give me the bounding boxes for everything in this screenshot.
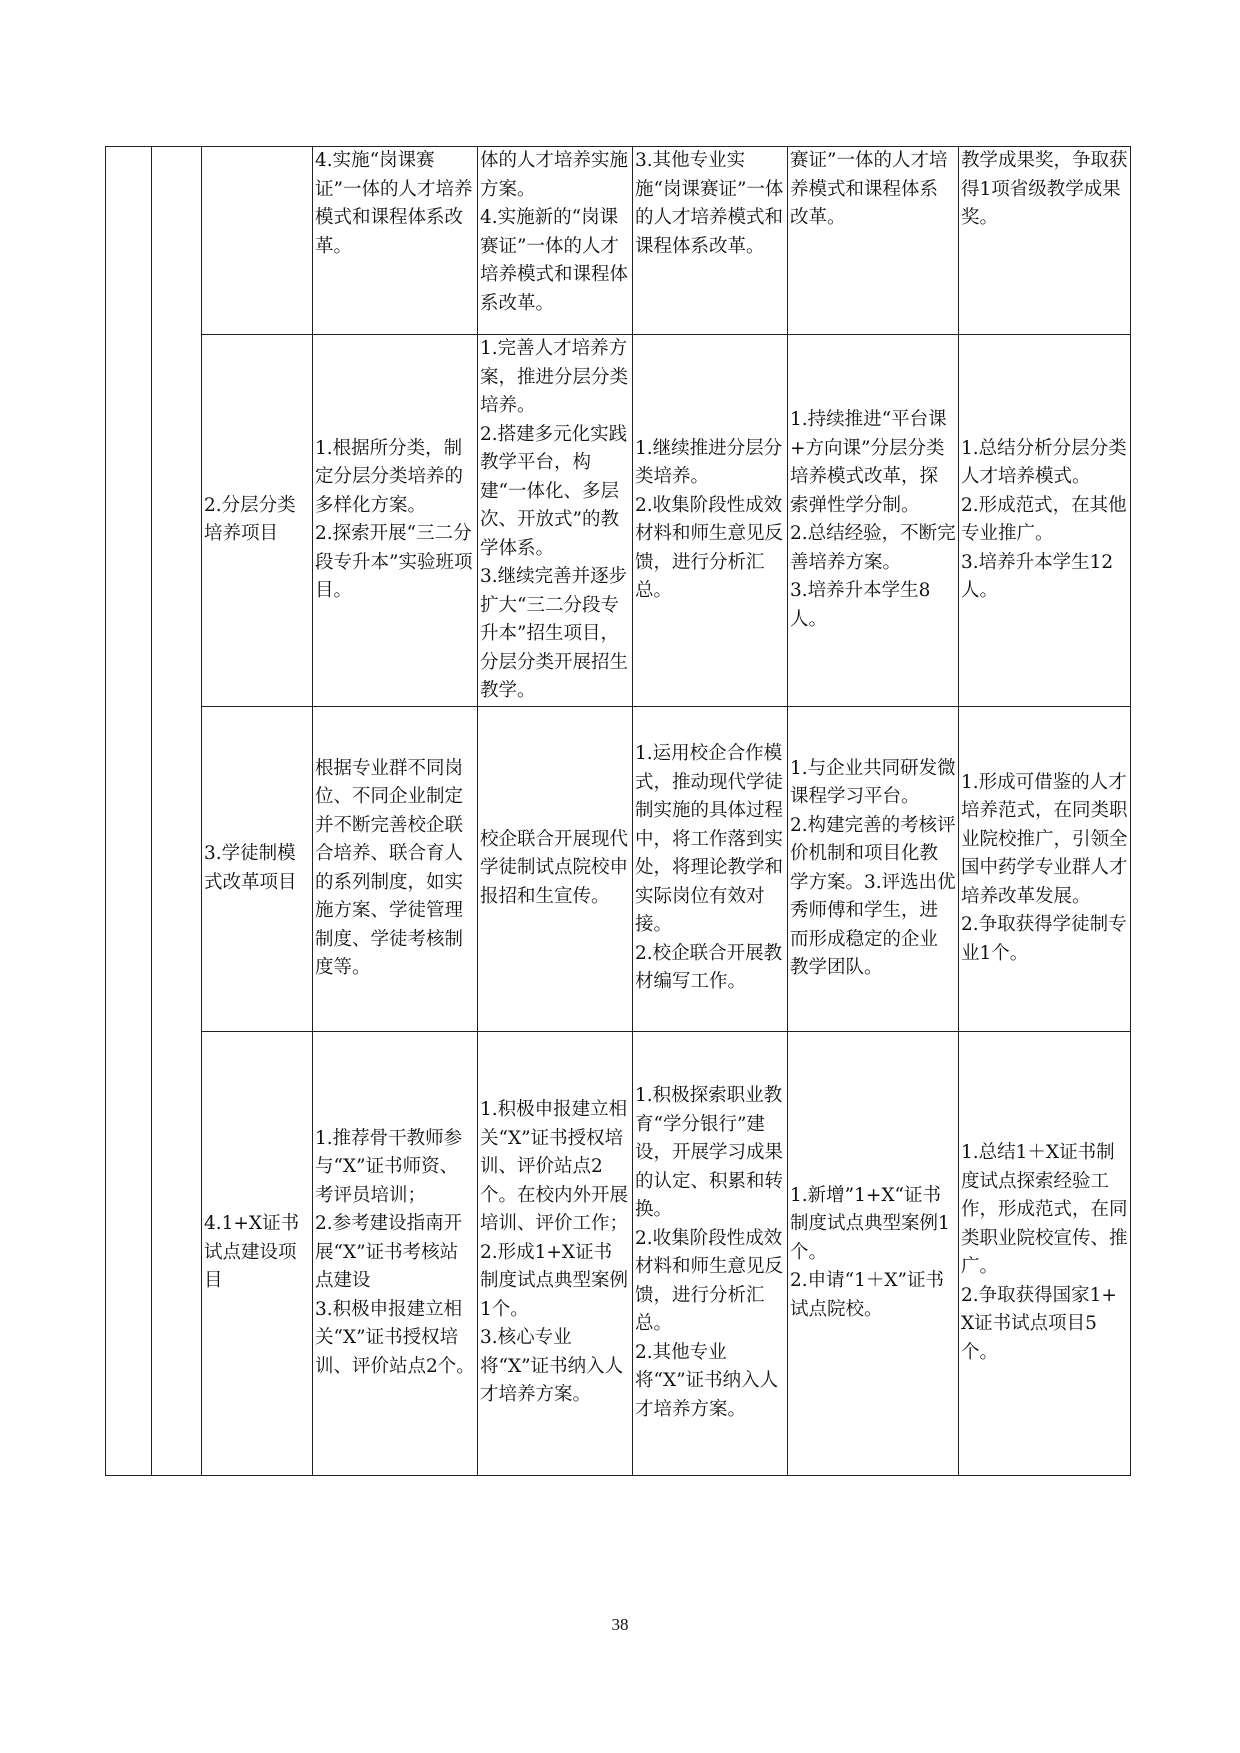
year3-cell: 1.持续推进“平台课+方向课”分层分类培养模式改革，探索弹性学分制。 2.总结经验，不断完善培养方案。 3.培养升本学生8人。: [788, 335, 959, 707]
measure-cell: 1.根据所分类，制定分层分类培养的多样化方案。 2.探索开展“三二分段专升本”实验班项目。: [313, 335, 478, 707]
year2-cell: 1.继续推进分层分类培养。 2.收集阶段性成效材料和师生意见反馈，进行分析汇总。: [633, 335, 788, 707]
project-cell: 2.分层分类培养项目: [202, 335, 313, 707]
table-row: [106, 147, 1131, 335]
subcategory-cell: [152, 147, 202, 1476]
year1-cell: 体的人才培养实施方案。 4.实施新的“岗课赛证”一体的人才培养模式和课程体系改革。: [478, 147, 633, 335]
goal-cell: 1.总结1＋X证书制度试点探索经验工作，形成范式，在同类职业院校宣传、推广。 2.争取获得国家1+X证书试点项目5个。: [959, 1031, 1131, 1475]
measure-cell: 4.实施“岗课赛证”一体的人才培养模式和课程体系改革。: [313, 147, 478, 335]
year3-cell: 1.与企业共同研发微课程学习平台。 2.构建完善的考核评价机制和项目化教学方案。3.评选出优秀师傅和学生，进而形成稳定的企业教学团队。: [788, 706, 959, 1031]
goal-cell: 1.总结分析分层分类人才培养模式。 2.形成范式，在其他专业推广。 3.培养升本学生12人。: [959, 335, 1131, 707]
table-row: [106, 706, 1131, 1031]
goal-cell: 1.形成可借鉴的人才培养范式，在同类职业院校推广，引领全国中药学专业群人才培养改革发展。 2.争取获得学徒制专业1个。: [959, 706, 1131, 1031]
project-cell: [202, 147, 313, 335]
goal-cell: 教学成果奖，争取获得1项省级教学成果奖。: [959, 147, 1131, 335]
year1-cell: 校企联合开展现代学徒制试点院校申报招和生宣传。: [478, 706, 633, 1031]
year3-cell: 1.新增”1+X“证书制度试点典型案例1个。 2.申请“1＋X”证书试点院校。: [788, 1031, 959, 1475]
measure-cell: 根据专业群不同岗位、不同企业制定并不断完善校企联合培养、联合育人的系列制度，如实施方案、学徒管理制度、学徒考核制度等。: [313, 706, 478, 1031]
project-cell: 4.1+X证书试点建设项目: [202, 1031, 313, 1475]
year1-cell: 1.积极申报建立相关“X”证书授权培训、评价站点2个。在校内外开展培训、评价工作； 2.形成1+X证书制度试点典型案例1个。 3.核心专业将“X”证书纳入人才培养方案。: [478, 1031, 633, 1475]
table-row: [106, 1031, 1131, 1475]
category-cell: [106, 147, 152, 1476]
measure-cell: 1.推荐骨干教师参与“X”证书师资、考评员培训； 2.参考建设指南开展“X”证书考核站点建设 3.积极申报建立相关“X”证书授权培训、评价站点2个。: [313, 1031, 478, 1475]
table-row: [106, 335, 1131, 707]
page-number: 38: [611, 1615, 629, 1634]
year3-cell: 赛证”一体的人才培养模式和课程体系改革。: [788, 147, 959, 335]
construction-plan-table: [105, 146, 1131, 1476]
project-cell: 3.学徒制模式改革项目: [202, 706, 313, 1031]
year2-cell: 3.其他专业实施“岗课赛证”一体的人才培养模式和课程体系改革。: [633, 147, 788, 335]
year2-cell: 1.运用校企合作模式，推动现代学徒制实施的具体过程中，将工作落到实处，将理论教学和实际岗位有效对接。 2.校企联合开展教材编写工作。: [633, 706, 788, 1031]
year2-cell: 1.积极探索职业教育“学分银行”建设，开展学习成果的认定、积累和转换。 2.收集阶段性成效材料和师生意见反馈，进行分析汇总。 2.其他专业将“X”证书纳入人才培养方案。: [633, 1031, 788, 1475]
year1-cell: 1.完善人才培养方案，推进分层分类培养。 2.搭建多元化实践教学平台，构建“一体化、多层次、开放式”的教学体系。 3.继续完善并逐步扩大“三二分段专升本”招生项目，分层分类开展招生教学。: [478, 335, 633, 707]
